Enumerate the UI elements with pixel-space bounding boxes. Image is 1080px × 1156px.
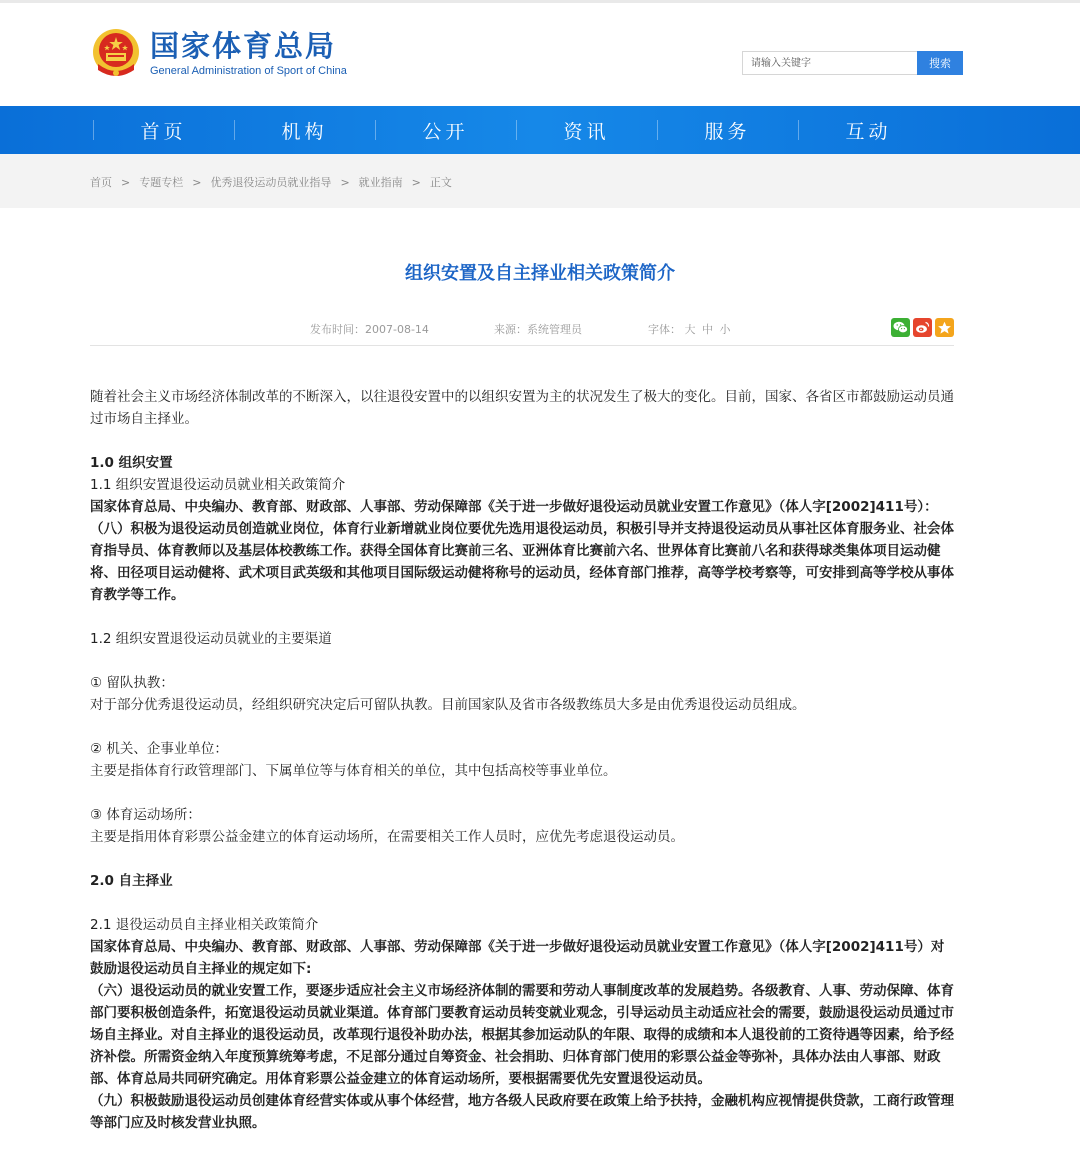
policy-paragraph: 国家体育总局、中央编办、教育部、财政部、人事部、劳动保障部《关于进一步做好退役运动员就业安置工作意见》（体人字[2002]411号）：（八）积极为退役运动员创造就业岗位，体育行业新增就业岗位要优先选用退役运动员，积极引导并支持退役运动员从事社区体育服务业、社会体育指导员、体育教师以及基层体校教练工作。获得全国体育比赛前三名、亚洲体育比赛前六名、世界体育比赛前八名和获得球类集体项目运动健将、田径项目运动健将、武术项目武英级和其他项目国际级运动健将称号的运动员，经体育部门推荐，高等学校考察等，可安排到高等学校从事体育教学等工作。 (90, 499, 954, 603)
breadcrumb-home[interactable]: 首页 (90, 176, 112, 189)
site-subtitle: General Administration of Sport of China (150, 64, 347, 77)
breadcrumb-bar (0, 154, 1080, 208)
site-logo[interactable] (90, 23, 347, 83)
search-input[interactable] (742, 51, 917, 75)
channel-heading: ③ 体育运动场所： (90, 807, 201, 823)
article-body (90, 386, 956, 1134)
favorite-icon[interactable] (935, 318, 954, 337)
policy-paragraph: 国家体育总局、中央编办、教育部、财政部、人事部、劳动保障部《关于进一步做好退役运动员就业安置工作意见》（体人字[2002]411号）对鼓励退役运动员自主择业的规定如下: (90, 939, 945, 977)
site-header (0, 0, 1080, 106)
section-heading: 2.0 自主择业 (90, 873, 173, 889)
nav-item-public[interactable]: 公开 (375, 106, 516, 154)
channel-heading: ② 机关、企事业单位： (90, 741, 228, 757)
nav-item-service[interactable]: 服务 (657, 106, 798, 154)
nav-item-organization[interactable]: 机构 (234, 106, 375, 154)
channel-paragraph: 主要是指体育行政管理部门、下属单位等与体育相关的单位，其中包括高校等事业单位。 (90, 763, 617, 779)
subsection-heading: 1.1 组织安置退役运动员就业相关政策简介 (90, 477, 346, 493)
publish-date: 发布时间：2007-08-14 (310, 323, 429, 336)
breadcrumb-guidance[interactable]: 优秀退役运动员就业指导 (210, 176, 332, 189)
share-buttons (891, 318, 954, 337)
font-size-label: 字体： (648, 323, 681, 336)
breadcrumb-current: 正文 (429, 176, 452, 189)
font-size-small[interactable]: 小 (719, 323, 731, 336)
policy-paragraph: （六）退役运动员的就业安置工作，要逐步适应社会主义市场经济体制的需要和劳动人事制度改革的发展趋势。各级教育、人事、劳动保障、体育部门要积极创造条件，拓宽退役运动员就业渠道。体育部门要教育运动员转变就业观念，引导运动员主动适应社会的需要，鼓励退役运动员通过市场自主择业。对自主择业的退役运动员，改革现行退役补助办法，根据其参加运动队的年限、取得的成绩和本人退役前的工资待遇等因素，给予经济补偿。所需资金纳入年度预算统筹考虑，不足部分通过自筹资金、社会捐助、归体育部门使用的彩票公益金等弥补，具体办法由人事部、财政部、体育总局共同研究确定。用体育彩票公益金建立的体育运动场所，要根据需要优先安置退役运动员。 (90, 983, 954, 1087)
meta-divider (90, 345, 954, 346)
channel-paragraph: 对于部分优秀退役运动员，经组织研究决定后可留队执教。目前国家队及省市各级教练员大多是由优秀退役运动员组成。 (90, 697, 806, 713)
search-box (742, 51, 963, 75)
nav-item-news[interactable]: 资讯 (516, 106, 657, 154)
channel-paragraph: 主要是指用体育彩票公益金建立的体育运动场所，在需要相关工作人员时，应优先考虑退役运动员。 (90, 829, 684, 845)
article-title: 组织安置及自主择业相关政策简介 (405, 263, 675, 284)
section-heading: 1.0 组织安置 (90, 455, 173, 471)
breadcrumb-guide[interactable]: 就业指南 (358, 176, 403, 189)
font-size-large[interactable]: 大 (684, 323, 696, 336)
article-meta (310, 321, 731, 337)
intro-paragraph: 随着社会主义市场经济体制改革的不断深入，以往退役安置中的以组织安置为主的状况发生了极大的变化。目前，国家、各省区市都鼓励运动员通过市场自主择业。 (90, 389, 954, 427)
main-nav (0, 106, 1080, 154)
breadcrumb (90, 174, 452, 190)
subsection-heading: 2.1 退役运动员自主择业相关政策简介 (90, 917, 319, 933)
search-button[interactable]: 搜索 (917, 51, 963, 75)
national-emblem-icon (90, 26, 142, 80)
subsection-heading: 1.2 组织安置退役运动员就业的主要渠道 (90, 631, 332, 647)
breadcrumb-topics[interactable]: 专题专栏 (139, 176, 184, 189)
wechat-icon[interactable] (891, 318, 910, 337)
nav-item-home[interactable]: 首页 (93, 106, 234, 154)
article-source: 来源：系统管理员 (494, 323, 582, 336)
breadcrumb-separator: > (121, 175, 131, 189)
policy-paragraph: （九）积极鼓励退役运动员创建体育经营实体或从事个体经营，地方各级人民政府要在政策上给予扶持，金融机构应视情提供贷款，工商行政管理等部门应及时核发营业执照。 (90, 1093, 954, 1131)
breadcrumb-separator: > (340, 175, 350, 189)
font-size-medium[interactable]: 中 (702, 323, 713, 336)
site-title: 国家体育总局 (150, 28, 337, 63)
font-size-control (648, 321, 731, 337)
breadcrumb-separator: > (192, 175, 202, 189)
weibo-icon[interactable] (913, 318, 932, 337)
breadcrumb-separator: > (411, 175, 421, 189)
channel-heading: ① 留队执教： (90, 675, 174, 691)
nav-item-interaction[interactable]: 互动 (798, 106, 939, 154)
